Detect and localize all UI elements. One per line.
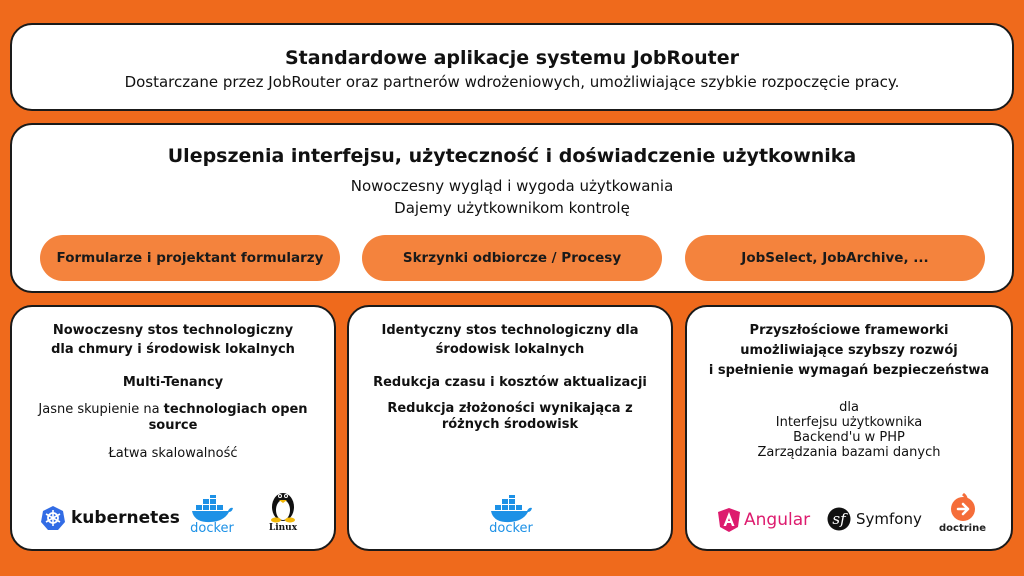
ui-improvements-title: Ulepszenia interfejsu, użyteczność i doświadczenie użytkownika bbox=[167, 145, 857, 167]
doctrine-label: doctrine bbox=[939, 523, 986, 534]
identical-stack-title-line-1: Identyczny stos technologiczny dla bbox=[381, 323, 639, 338]
future-frameworks-title-line-3: i spełnienie wymagań bezpieczeństwa bbox=[708, 363, 990, 378]
ui-improvements-line-1: Nowoczesny wygląd i wygoda użytkowania bbox=[350, 177, 674, 195]
docker-icon bbox=[489, 495, 533, 523]
kubernetes-icon bbox=[40, 505, 66, 531]
modern-stack-card bbox=[10, 305, 336, 551]
frameworks-item-ui: Interfejsu użytkownika bbox=[775, 415, 923, 430]
pill-jobselect: JobSelect, JobArchive, ... bbox=[685, 235, 985, 281]
identical-stack-title bbox=[357, 321, 663, 359]
frameworks-item-db: Zarządzania bazami danych bbox=[757, 445, 941, 460]
symfony-logo bbox=[827, 507, 922, 531]
frameworks-for: dla bbox=[839, 400, 859, 415]
doctrine-icon bbox=[949, 491, 977, 523]
docker-icon bbox=[190, 495, 234, 523]
standard-apps-card bbox=[10, 23, 1014, 111]
frameworks-item-php: Backend'u w PHP bbox=[793, 430, 905, 445]
angular-icon bbox=[717, 507, 741, 533]
ui-improvements-card bbox=[10, 123, 1014, 293]
kubernetes-logo bbox=[40, 505, 180, 531]
svg-text:sf: sf bbox=[832, 510, 846, 528]
docker-label: docker bbox=[489, 521, 533, 536]
open-source-text bbox=[20, 402, 326, 434]
ui-improvements-line-2: Dajemy użytkownikom kontrolę bbox=[394, 199, 630, 217]
symfony-icon bbox=[827, 507, 851, 531]
angular-logo bbox=[717, 507, 810, 533]
tux-penguin-icon bbox=[268, 487, 298, 523]
pill-inboxes: Skrzynki odbiorcze / Procesy bbox=[362, 235, 662, 281]
open-source-prefix: Jasne skupienie na bbox=[38, 402, 164, 417]
linux-label: Linux bbox=[268, 523, 298, 533]
frameworks-list bbox=[695, 400, 1003, 460]
future-frameworks-title-line-1: Przyszłościowe frameworki bbox=[749, 323, 949, 338]
linux-logo bbox=[268, 487, 298, 533]
complexity-text-line-1: Redukcja złożoności wynikająca z bbox=[387, 401, 633, 416]
multi-tenancy-text: Multi-Tenancy bbox=[122, 375, 224, 390]
docker-logo bbox=[190, 495, 234, 536]
doctrine-logo bbox=[939, 491, 986, 534]
symfony-label: Symfony bbox=[856, 510, 922, 528]
standard-apps-subtitle: Dostarczane przez JobRouter oraz partnerów wdrożeniowych, umożliwiające szybkie rozpoczęcie pracy. bbox=[124, 73, 900, 91]
pill-forms: Formularze i projektant formularzy bbox=[40, 235, 340, 281]
update-cost-text: Redukcja czasu i kosztów aktualizacji bbox=[373, 375, 647, 390]
open-source-bold-2: source bbox=[148, 418, 198, 433]
scalability-text: Łatwa skalowalność bbox=[108, 446, 238, 461]
angular-label: Angular bbox=[744, 510, 811, 530]
identical-stack-card bbox=[347, 305, 673, 551]
docker-logo bbox=[489, 495, 533, 536]
complexity-text-line-2: różnych środowisk bbox=[441, 417, 579, 432]
modern-stack-title bbox=[20, 321, 326, 359]
complexity-text bbox=[357, 401, 663, 433]
modern-stack-title-line-2: dla chmury i środowisk lokalnych bbox=[51, 342, 295, 357]
future-frameworks-title-line-2: umożliwiające szybszy rozwój bbox=[740, 343, 958, 358]
open-source-bold-1: technologiach open bbox=[163, 402, 308, 417]
modern-stack-title-line-1: Nowoczesny stos technologiczny bbox=[52, 323, 294, 338]
standard-apps-title: Standardowe aplikacje systemu JobRouter bbox=[285, 47, 739, 69]
future-frameworks-card bbox=[685, 305, 1013, 551]
docker-label: docker bbox=[190, 521, 234, 536]
future-frameworks-title bbox=[695, 321, 1003, 381]
kubernetes-label: kubernetes bbox=[71, 508, 180, 528]
identical-stack-title-line-2: środowisk lokalnych bbox=[435, 342, 585, 357]
